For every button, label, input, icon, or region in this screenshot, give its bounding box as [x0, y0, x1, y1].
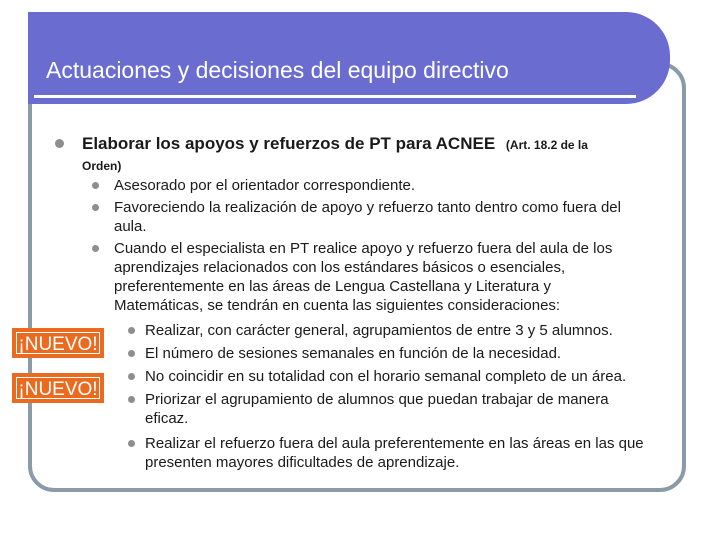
bullet-dot-icon — [92, 182, 99, 189]
sub-point-3-cont2: preferentemente en las áreas de Lengua Castellana y Literatura y — [114, 278, 551, 295]
sub-point-2: Favoreciendo la realización de apoyo y refuerzo tanto dentro como fuera del — [114, 199, 621, 216]
consideration-5-cont: presenten mayores dificultades de aprendizaje. — [145, 454, 460, 471]
main-point-reference: (Art. 18.2 de la — [505, 138, 588, 152]
sub-point-3: Cuando el especialista en PT realice apoyo y refuerzo fuera del aula de los — [114, 240, 613, 257]
bullet-dot-icon — [128, 350, 135, 357]
sub-point-2-cont: aula. — [114, 218, 147, 235]
bullet-dot-icon — [128, 396, 135, 403]
main-point-reference-cont: Orden) — [82, 159, 122, 173]
nuevo-badge — [12, 373, 104, 403]
consideration-5: Realizar el refuerzo fuera del aula preferentemente en las áreas en las que — [145, 435, 644, 452]
consideration-3: No coincidir en su totalidad con el horario semanal completo de un área. — [145, 368, 627, 385]
bullet-dot-icon — [128, 327, 135, 334]
sub-point-3-cont1: aprendizajes relacionados con los estándares básicos o esenciales, — [114, 259, 566, 276]
sub-point-1: Asesorado por el orientador correspondiente. — [114, 177, 416, 194]
bullet-dot-icon — [55, 139, 64, 148]
bullet-dot-icon — [92, 204, 99, 211]
consideration-1: Realizar, con carácter general, agrupamientos de entre 3 y 5 alumnos. — [145, 322, 613, 339]
main-point-text: Elaborar los apoyos y refuerzos de PT para ACNEE — [82, 134, 496, 153]
slide-title: Actuaciones y decisiones del equipo directivo — [46, 57, 509, 83]
sub-point-3-cont3: Matemáticas, se tendrán en cuenta las siguientes consideraciones: — [114, 297, 561, 314]
title-underline — [34, 95, 636, 98]
consideration-4: Priorizar el agrupamiento de alumnos que puedan trabajar de manera — [145, 391, 609, 408]
nuevo-badge-label: ¡NUEVO! — [16, 377, 100, 399]
bullet-dot-icon — [128, 373, 135, 380]
consideration-2: El número de sesiones semanales en función de la necesidad. — [145, 345, 562, 362]
nuevo-badge — [12, 328, 104, 358]
main-point — [82, 134, 588, 154]
consideration-4-cont: eficaz. — [145, 410, 189, 427]
nuevo-badge-label: ¡NUEVO! — [16, 332, 100, 354]
bullet-dot-icon — [92, 245, 99, 252]
bullet-dot-icon — [128, 440, 135, 447]
